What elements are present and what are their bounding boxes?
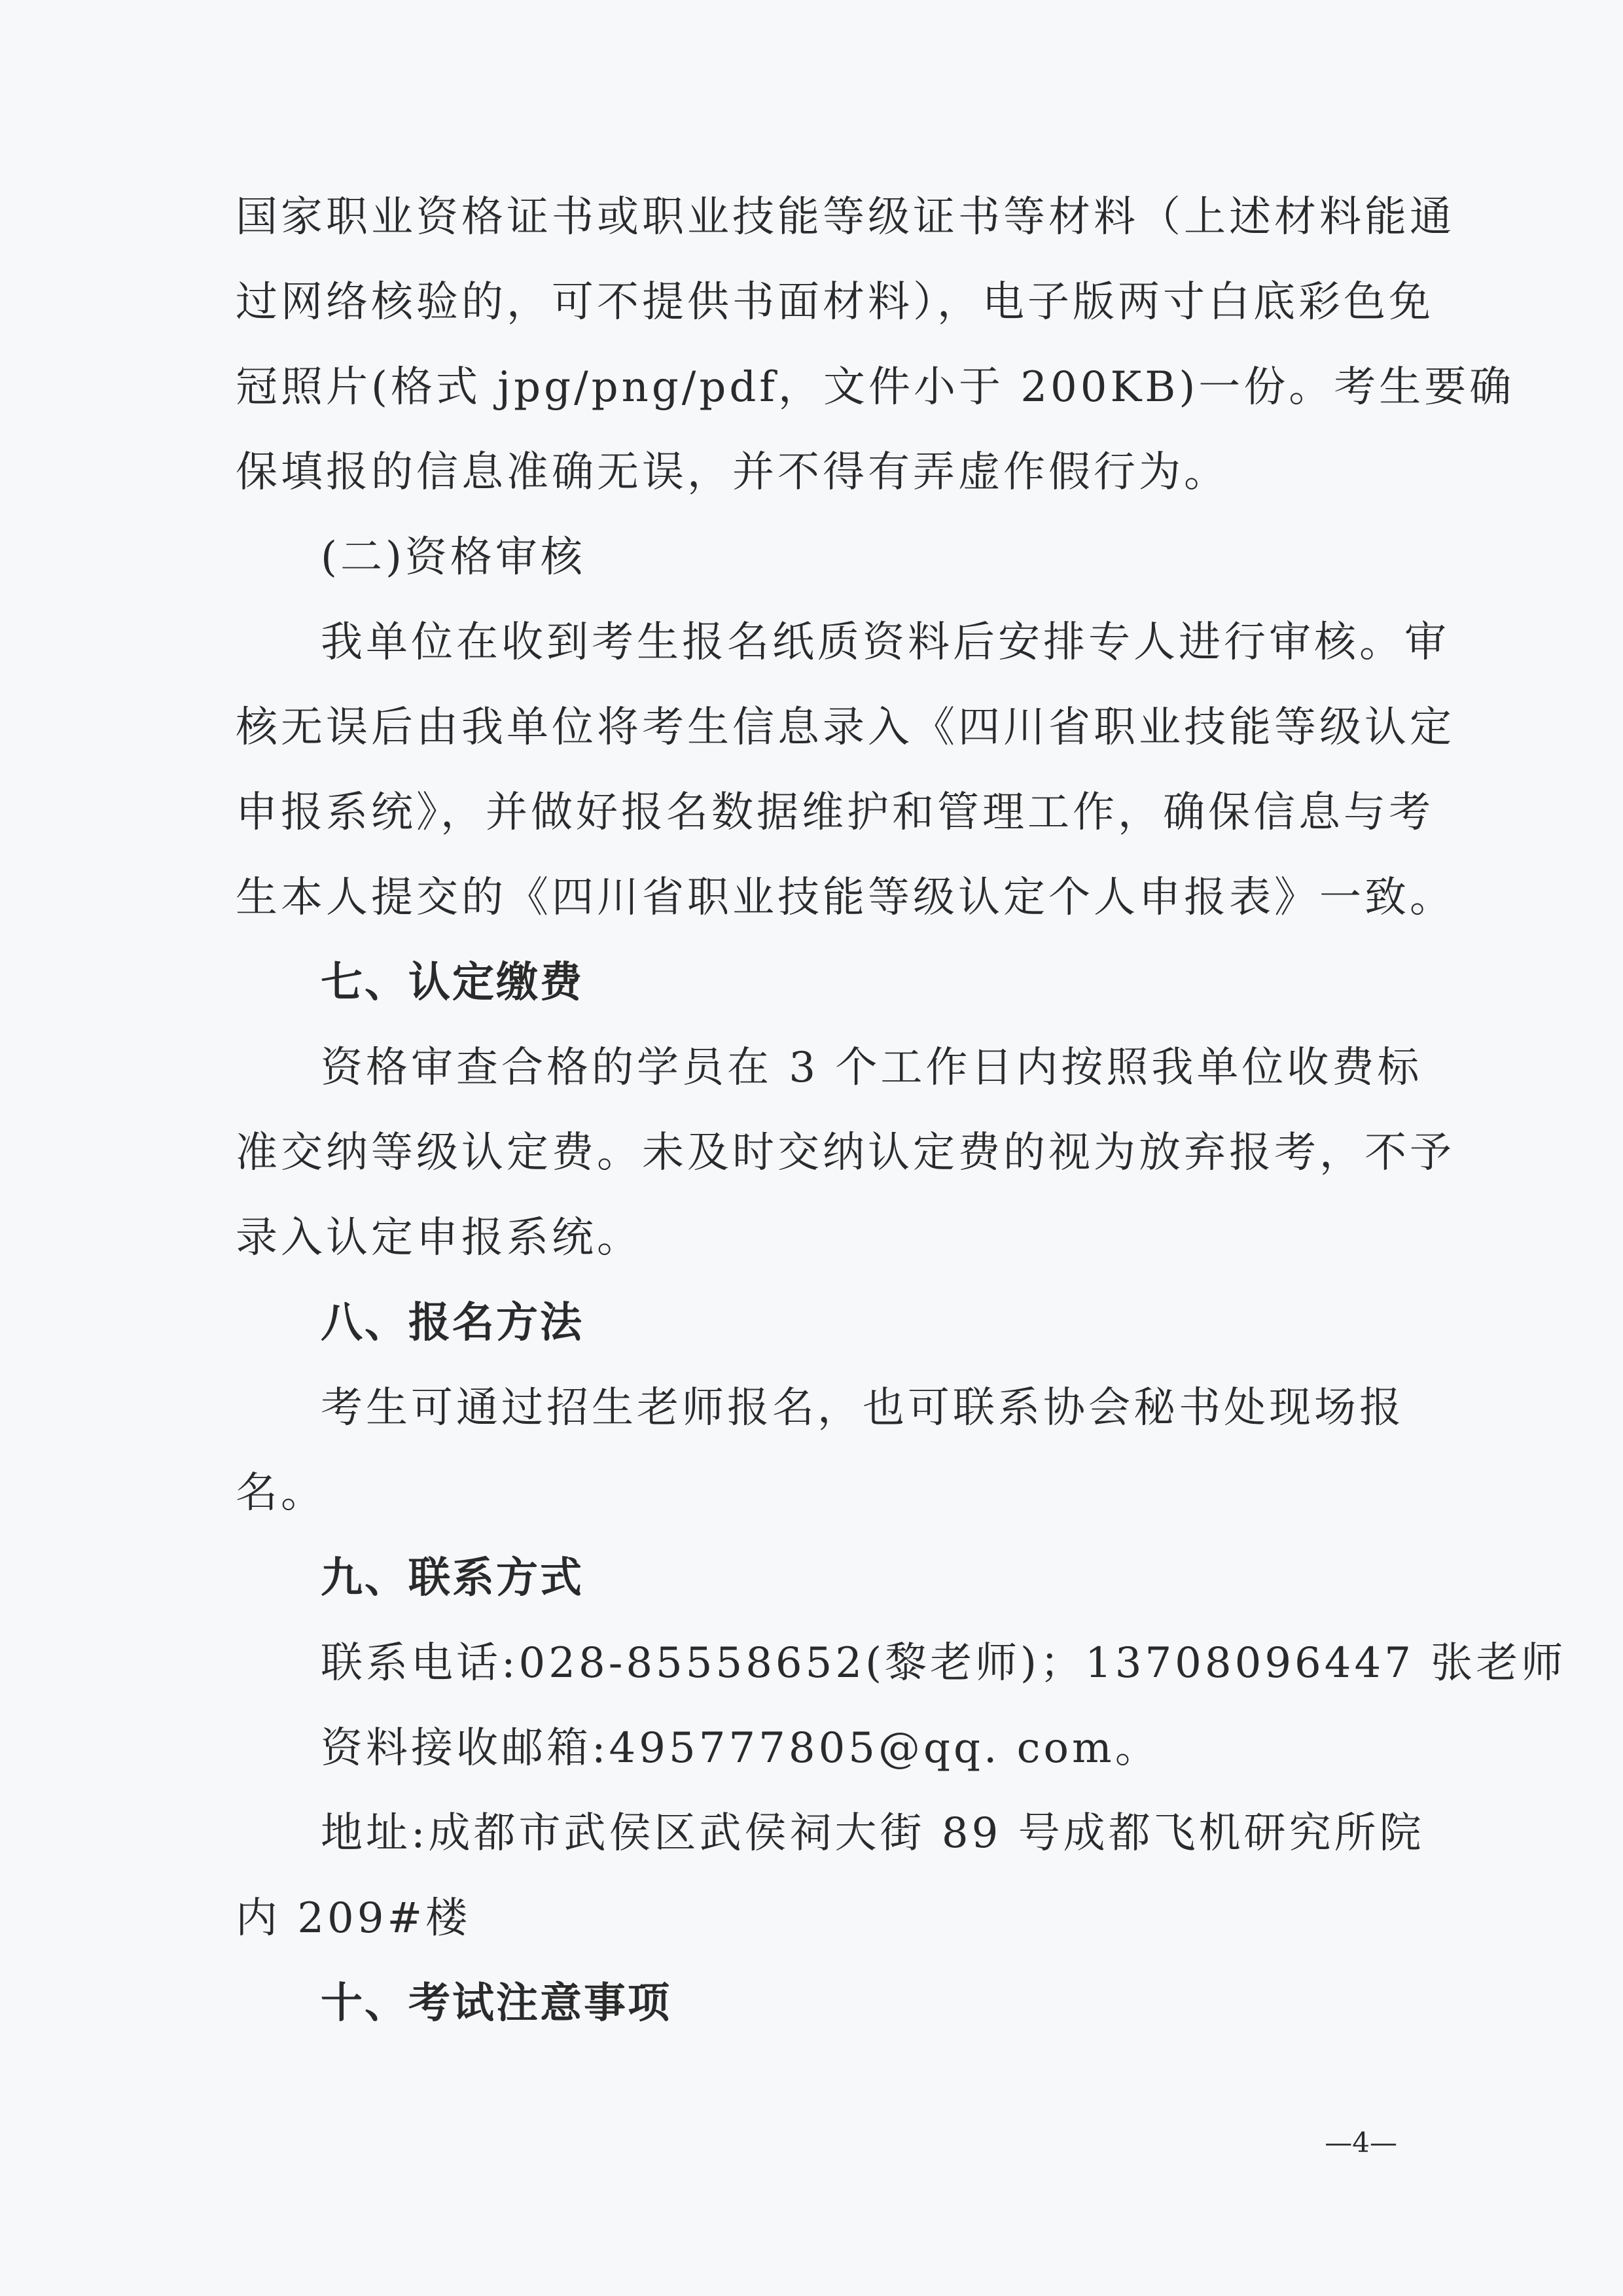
document-body [236, 193, 1567, 2068]
section-heading-registration-method: 八、报名方法 [321, 1299, 584, 1347]
body-line-13: 录入认定申报系统。 [236, 1214, 642, 1262]
section-heading-contact: 九、联系方式 [321, 1554, 584, 1602]
contact-email-line: 资料接收邮箱:495777805@qq. com。 [321, 1724, 1160, 1773]
body-line-8: 申报系统》，并做好报名数据维护和管理工作，确保信息与考 [236, 788, 1434, 837]
body-line-7: 核无误后由我单位将考生信息录入《四川省职业技能等级认定 [236, 703, 1455, 752]
body-line-2: 过网络核验的，可不提供书面材料），电子版两寸白底彩色免 [236, 278, 1434, 327]
body-line-12: 准交纳等级认定费。未及时交纳认定费的视为放弃报考，不予 [236, 1129, 1455, 1177]
body-line-16: 名。 [236, 1469, 326, 1517]
section-heading-fee-payment: 七、认定缴费 [321, 959, 584, 1007]
contact-address-line-2: 内 209#楼 [236, 1894, 471, 1943]
body-line-15: 考生可通过招生老师报名，也可联系协会秘书处现场报 [321, 1384, 1404, 1432]
page-number: —4— [1325, 2127, 1397, 2159]
subsection-heading-qualification-review: (二)资格审核 [321, 533, 586, 582]
section-heading-exam-notes: 十、考试注意事项 [321, 1979, 671, 2028]
contact-phone-line: 联系电话:028-85558652(黎老师)；13708096447 张老师 [321, 1639, 1567, 1687]
body-line-9: 生本人提交的《四川省职业技能等级认定个人申报表》一致。 [236, 874, 1455, 922]
contact-address-line-1: 地址:成都市武侯区武侯祠大街 89 号成都飞机研究所院 [321, 1809, 1425, 1858]
body-line-11: 资格审查合格的学员在 3 个工作日内按照我单位收费标 [321, 1044, 1423, 1092]
body-line-4: 保填报的信息准确无误，并不得有弄虚作假行为。 [236, 448, 1229, 497]
body-line-6: 我单位在收到考生报名纸质资料后安排专人进行审核。审 [321, 618, 1450, 667]
body-line-1: 国家职业资格证书或职业技能等级证书等材料（上述材料能通 [236, 193, 1455, 241]
body-line-3: 冠照片(格式 jpg/png/pdf，文件小于 200KB)一份。考生要确 [236, 363, 1515, 412]
